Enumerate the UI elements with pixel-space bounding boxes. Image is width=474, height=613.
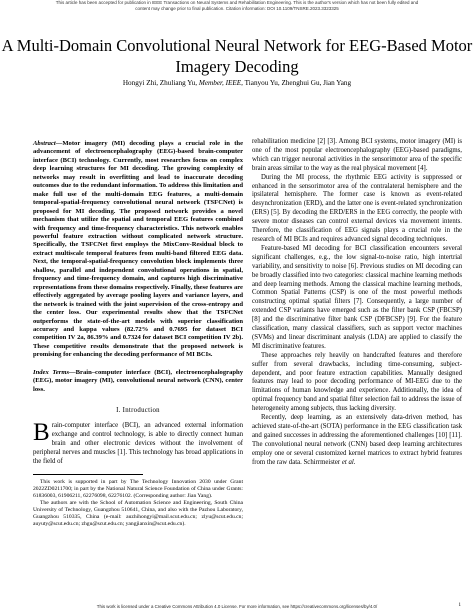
publication-notice-line2: content may change prior to final publication. Citation information: DOI 10.1109/TNSRE.2023.3323325: [135, 6, 339, 11]
page-number: 1: [458, 603, 461, 608]
index-terms-text: —Brain–computer interface (BCI), electroencephalography (EEG), motor imagery (MI), convolutional neural network (CNN), center loss.: [33, 368, 243, 393]
intro-paragraph: [33, 419, 243, 467]
body-paragraph-3: Feature-based MI decoding for BCI classification encounters several significant challenges, e.g., the low signal-to-noise ratio, high intertrial variability, and sensitivity to noise [6]. Previous studies on MI decoding can be broadly classified into two categories: classical machine learning methods and deep learning methods. Among the classical machine learning methods, Common Spatial Patterns (CSP) is one of the most powerful methods constructing optimal spatial filters [7]. Consequently, a large number of extended CSP variants have emerged such as the filter bank CSP (FBCSP) [8] and the discriminative filter bank CSP (DFBCSP) [9]. For the feature classification, many classical classifiers, such as support vector machines (SVMs) and linear discriminant analysis (LDA) are applied to classify the MI discriminative features.: [252, 244, 462, 350]
section-heading-introduction: I. Introduction: [116, 407, 160, 415]
intro-dropcap: B: [33, 419, 50, 447]
authors-member: Member, IEEE: [198, 79, 242, 87]
left-column: [33, 140, 243, 528]
body-paragraph-4: These approaches rely heavily on handcrafted features and therefore suffer from several drawbacks, including time-consuming, subject-dependent, and poor feature extraction capabilities. Manually designed features may lead to poor decoding performance of MI-EEG due to the limitations of human knowledge and experience. Additionally, the idea of optimal frequency band and spatial filter selection fail to address the issue of heterogeneity among subjects, thus lacking diversity.: [252, 351, 462, 413]
abstract-text: —Motor imagery (MI) decoding plays a crucial role in the advancement of electroencephalography (EEG)-based brain-computer interface (BCI) technology. Currently, most researches focus on complex deep learning structures for MI decoding. The growing complexity of networks may result in overfitting and lead to inaccurate decoding outcomes due to the redundant information. To address this limitation and make full use of the multi-domain EEG features, a multi-domain temporal-spatial-frequency convolutional neural network (TSFCNet) is proposed for MI decoding. The proposed network provides a novel mechanism that utilize the spatial and temporal EEG features combined with frequency and time-frequency characteristics. This network enables powerful feature extraction without complicated network structure. Specifically, the TSFCNet first employs the MixConv-Residual block to extract multiscale temporal features from multi-band filtered EEG data. Next, the temporal-spatial-frequency convolution block implements three shallow, parallel and independent convolutional operations in spatial, frequency and time-frequency domain, and captures high discriminative representations from these domains respectively. Finally, these features are effectively aggregated by average pooling layers and variance layers, and the network is trained with the joint supervision of the cross-entropy and the center loss. Our experimental results show that the TSFCNet outperforms the state-of-the-art models with superior classification accuracy and kappa values (82.72% and 0.7695 for dataset BCI competition IV 2a, 86.39% and 0.7324 for dataset BCI competition IV 2b). These competitive results demonstrate that the proposed network is promising for enhancing the decoding performance of MI BCIs.: [33, 140, 243, 359]
body-paragraph-1: rehabilitation medicine [2] [3]. Among BCI systems, motor imagery (MI) is one of the most popular electroencephalography (EEG)-based paradigms, which can trigger neuronal activities in the sensorimotor area of the specific brain areas similar to the way as the real physical movement [4].: [252, 138, 462, 172]
paper-title: A Multi-Domain Convolutional Neural Network for EEG-Based Motor Imagery Decoding: [1, 36, 473, 76]
authors-part2: , Tianyou Yu, Zhenghui Gu, Jian Yang: [241, 79, 352, 87]
index-terms-lead: Index Terms: [33, 368, 70, 376]
footnote-rule: [33, 474, 143, 475]
intro-text: rain-computer interface (BCI), an advanced external information exchange and control technology, is able to directly connect human brain and other electronic devices without the involvement of peripheral nerves and muscles [1]. This technology has broad applications in the field of: [33, 422, 243, 466]
abstract-lead: Abstract: [33, 140, 56, 147]
author-list: [0, 79, 474, 87]
body-paragraph-5-etal: et al.: [341, 458, 356, 466]
body-paragraph-2: During the MI process, the rhythmic EEG activity is suppressed or enhanced in the sensorimotor area of the contralateral hemisphere and the ipsilateral hemisphere. The former case is known as event-related desynchronization (ERD), and the latter one is event-related synchronization (ERS) [5]. By decoding the ERD/ERS in the EEG correctly, the people with severe motor diseases can control external devices via movement intents. Therefore, the classification of EEG signals plays a crucial role in the research of MI BCIs and requires advanced signal decoding techniques.: [252, 173, 462, 243]
right-column: [252, 138, 462, 468]
abstract: [33, 140, 243, 360]
license-footer: This work is licensed under a Creative Commons Attribution 4.0 License. For more information, see https://creativecommons.org/licenses/by/4.0/: [96, 604, 378, 609]
publication-notice: [0, 0, 474, 12]
footnote-affiliation: The authors are with the School of Automation Science and Engineering, South China University of Technology, Guangzhou 510641, China, and also with the Pazhou Laboratory, Guangzhou 510335, China (e-mail: auzhihongyi@mail.scut.edu.cn; zlyu@scut.edu.cn; auyuty@scut.edu.cn; zhgu@scut.edu.cn; yangjianxin@scut.edu.cn).: [33, 500, 243, 528]
body-paragraph-5: [252, 414, 462, 467]
footnote-funding: This work is supported in part by The Technology Innovation 2030 under Grant 2022ZD0211700; in part by the National Natural Science Foundation of China under Grants: 61836003, 61906211, 62276098, 62276102. (Corresponding author: Jian Yang).: [33, 478, 243, 500]
authors-part1: Hongyi Zhi, Zhuliang Yu,: [122, 79, 199, 87]
publication-notice-line1: This article has been accepted for publication in IEEE Transactions on Neural Systems and Rehabilitation Engineering. This is the author's version which has not been fully edited and: [55, 0, 419, 5]
index-terms: [33, 369, 243, 394]
body-paragraph-5-text: Recently, deep learning, as an extensively data-driven method, has achieved state-of-the-art (SOTA) performance in the EEG classification task and gained successes in addressing the aforementioned challenges [10] [11]. The convolutional neural network (CNN) based deep learning architectures employ one or several customized kernel matrices to extract hybrid features from the raw data. Schirrmeister: [252, 414, 462, 466]
